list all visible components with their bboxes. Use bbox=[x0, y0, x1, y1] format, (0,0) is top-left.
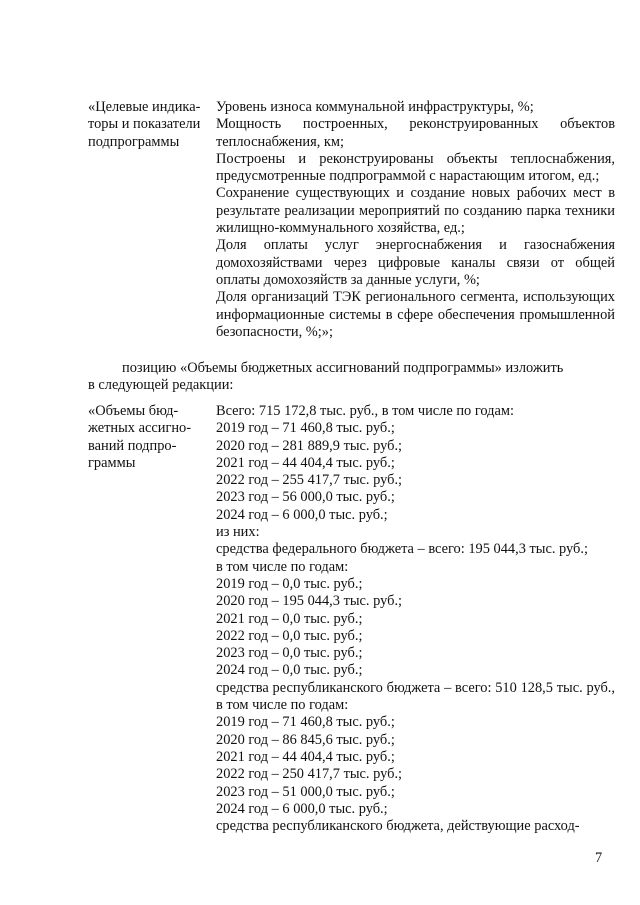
federal-year-line: 2023 год – 0,0 тыс. руб.; bbox=[216, 645, 363, 662]
indicator-item: Доля оплаты услуг энергоснабжения и газоснабжения домохозяйствами через цифровые каналы связи от общей оплаты домохозяйств за данные услуги, %; bbox=[216, 237, 615, 288]
indicator-item: Доля организаций ТЭК регионального сегмента, использующих информационные системы в сфере обеспечения промышленной безопасности, %;»; bbox=[216, 289, 615, 340]
federal-year-line: 2019 год – 0,0 тыс. руб.; bbox=[216, 575, 363, 592]
block1-label: «Целевые индика- торы и показатели подпрограммы bbox=[88, 99, 201, 150]
year-line: 2023 год – 56 000,0 тыс. руб.; bbox=[216, 489, 395, 506]
year-line: 2022 год – 255 417,7 тыс. руб.; bbox=[216, 472, 403, 489]
republic-year-line: 2023 год – 51 000,0 тыс. руб.; bbox=[216, 783, 395, 800]
republic-title: средства республиканского бюджета – всего: 510 128,5 тыс. руб., в том числе по годам: bbox=[216, 679, 615, 714]
indicator-item: Мощность построенных, реконструированных объектов теплоснабжения, км; bbox=[216, 116, 615, 150]
federal-year-line: 2022 год – 0,0 тыс. руб.; bbox=[216, 627, 363, 644]
block2-content bbox=[216, 403, 615, 835]
continuation-line: средства республиканского бюджета, действующие расход- bbox=[216, 818, 580, 835]
republic-year-line: 2019 год – 71 460,8 тыс. руб.; bbox=[216, 714, 395, 731]
year-line: 2021 год – 44 404,4 тыс. руб.; bbox=[216, 454, 395, 471]
middle-paragraph bbox=[88, 360, 615, 395]
federal-year-line: 2021 год – 0,0 тыс. руб.; bbox=[216, 610, 363, 627]
republic-year-line: 2024 год – 6 000,0 тыс. руб.; bbox=[216, 800, 388, 817]
indicator-item: Уровень износа коммунальной инфраструктуры, %; bbox=[216, 99, 534, 115]
year-line: 2024 год – 6 000,0 тыс. руб.; bbox=[216, 506, 388, 523]
year-line: 2020 год – 281 889,9 тыс. руб.; bbox=[216, 437, 403, 454]
federal-year-line: 2020 год – 195 044,3 тыс. руб.; bbox=[216, 593, 403, 610]
year-line: 2019 год – 71 460,8 тыс. руб.; bbox=[216, 420, 395, 437]
middle-line-1: позицию «Объемы бюджетных ассигнований подпрограммы» изложить bbox=[122, 360, 564, 376]
block1-content bbox=[216, 99, 615, 341]
federal-title: средства федерального бюджета – всего: 195 044,3 тыс. руб.; bbox=[216, 541, 588, 558]
indicator-item: Построены и реконструированы объекты теплоснабжения, предусмотренные подпрограммой с нарастающим итогом, ед.; bbox=[216, 150, 615, 185]
budget-total: Всего: 715 172,8 тыс. руб., в том числе по годам: bbox=[216, 403, 514, 419]
of-them-label: из них: bbox=[216, 524, 260, 541]
federal-subtitle: в том числе по годам: bbox=[216, 558, 349, 575]
middle-line-2: в следующей редакции: bbox=[88, 377, 234, 394]
indicator-item: Сохранение существующих и создание новых рабочих мест в результате реализации мероприятий по созданию парка техники жилищно-коммунального хозяйства, ед.; bbox=[216, 185, 615, 237]
federal-year-line: 2024 год – 0,0 тыс. руб.; bbox=[216, 662, 363, 679]
republic-year-line: 2022 год – 250 417,7 тыс. руб.; bbox=[216, 766, 403, 783]
republic-year-line: 2020 год – 86 845,6 тыс. руб.; bbox=[216, 731, 395, 748]
block2-label: «Объемы бюд- жетных ассигно- ваний подпро- граммы bbox=[88, 403, 192, 471]
page-number: 7 bbox=[595, 850, 603, 866]
republic-year-line: 2021 год – 44 404,4 тыс. руб.; bbox=[216, 748, 395, 765]
